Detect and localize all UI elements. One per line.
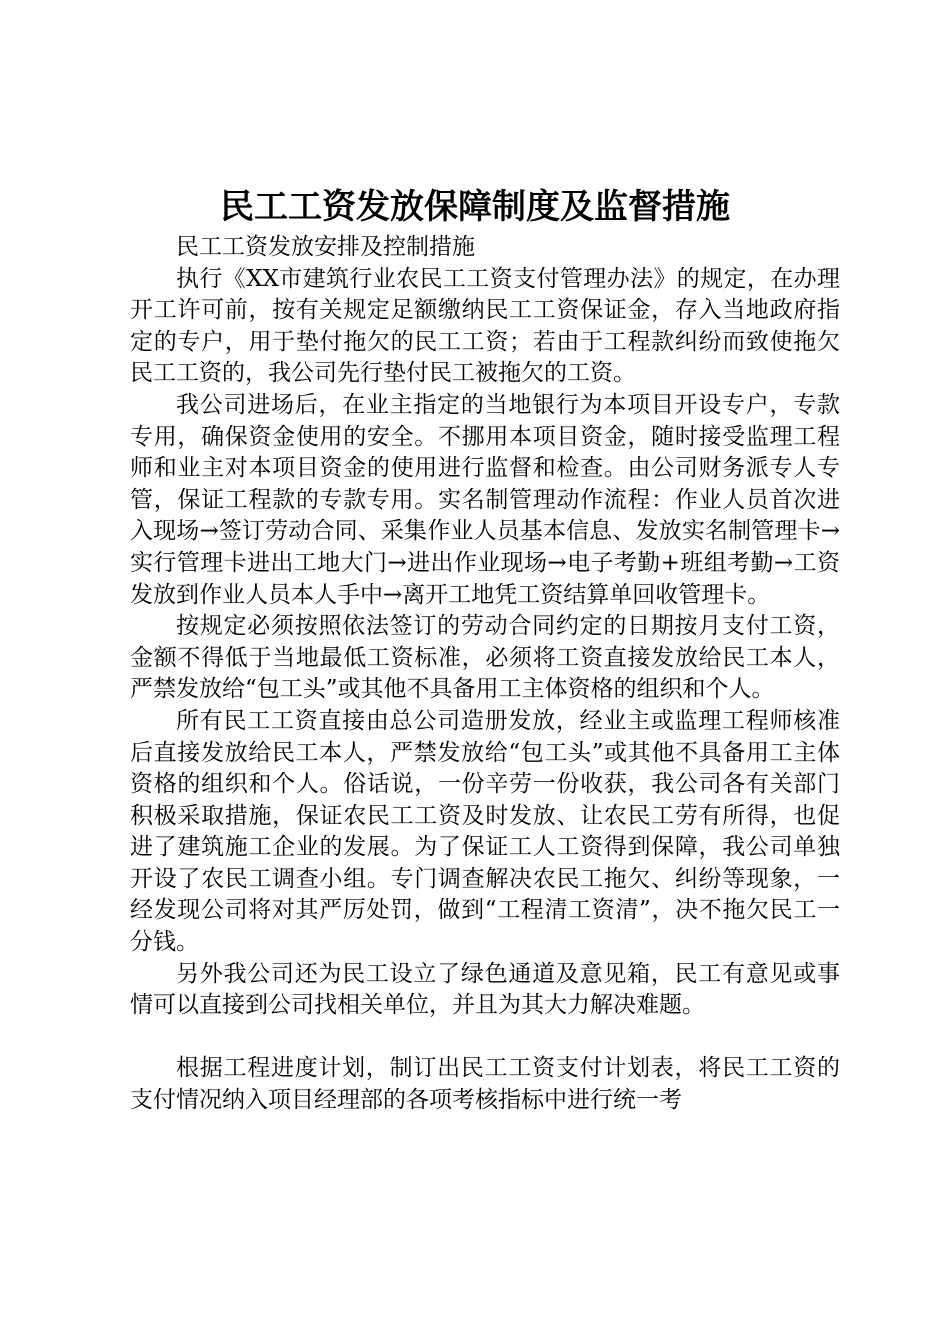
- paragraph-monthly-payment: 按规定必须按照依法签订的劳动合同约定的日期按月支付工资，金额不得低于当地最低工资标准，必须将工资直接发放给民工本人，严禁发放给“包工头”或其他不具备用工主体资格的组织和个人。: [130, 613, 840, 703]
- paragraph-dedicated-account: 我公司进场后，在业主指定的当地银行为本项目开设专户，专款专用，确保资金使用的安全。不挪用本项目资金，随时接受监理工程师和业主对本项目资金的使用进行监督和检查。由公司财务派专人专管，保证工程款的专款专用。实名制管理动作流程：作业人员首次进入现场→签订劳动合同、采集作业人员基本信息、发放实名制管理卡→实行管理卡进出工地大门→进出作业现场→电子考勤+班组考勤→工资发放到作业人员本人手中→离开工地凭工资结算单回收管理卡。: [130, 391, 840, 608]
- paragraph-wage-guarantee: 执行《XX市建筑行业农民工工资支付管理办法》的规定，在办理开工许可前，按有关规定足额缴纳民工工资保证金，存入当地政府指定的专户，用于垫付拖欠的民工工资；若由于工程款纠纷而致使拖欠民工工资的，我公司先行垫付民工被拖欠的工资。: [130, 265, 840, 387]
- paragraph-green-channel: 另外我公司还为民工设立了绿色通道及意见箱，民工有意见或事情可以直接到公司找相关单位，并且为其大力解决难题。: [130, 960, 840, 1019]
- section-heading: 民工工资发放安排及控制措施: [176, 234, 475, 260]
- paragraph-payment-plan: 根据工程进度计划，制订出民工工资支付计划表，将民工工资的支付情况纳入项目经理部的各项考核指标中进行统一考: [130, 1055, 840, 1114]
- document-body: [130, 232, 840, 1117]
- document-title: 民工工资发放保障制度及监督措施: [220, 187, 730, 227]
- paragraph-direct-payment: 所有民工工资直接由总公司造册发放，经业主或监理工程师核准后直接发放给民工本人，严禁发放给“包工头”或其他不具备用工主体资格的组织和个人。俗话说，一份辛劳一份收获，我公司各有关部门积极采取措施，保证农民工工资及时发放、让农民工劳有所得，也促进了建筑施工企业的发展。为了保证工人工资得到保障，我公司单独开设了农民工调查小组。专门调查解决农民工拖欠、纠纷等现象，一经发现公司将对其严厉处罚，做到“工程清工资清”，决不拖欠民工一分钱。: [130, 707, 840, 956]
